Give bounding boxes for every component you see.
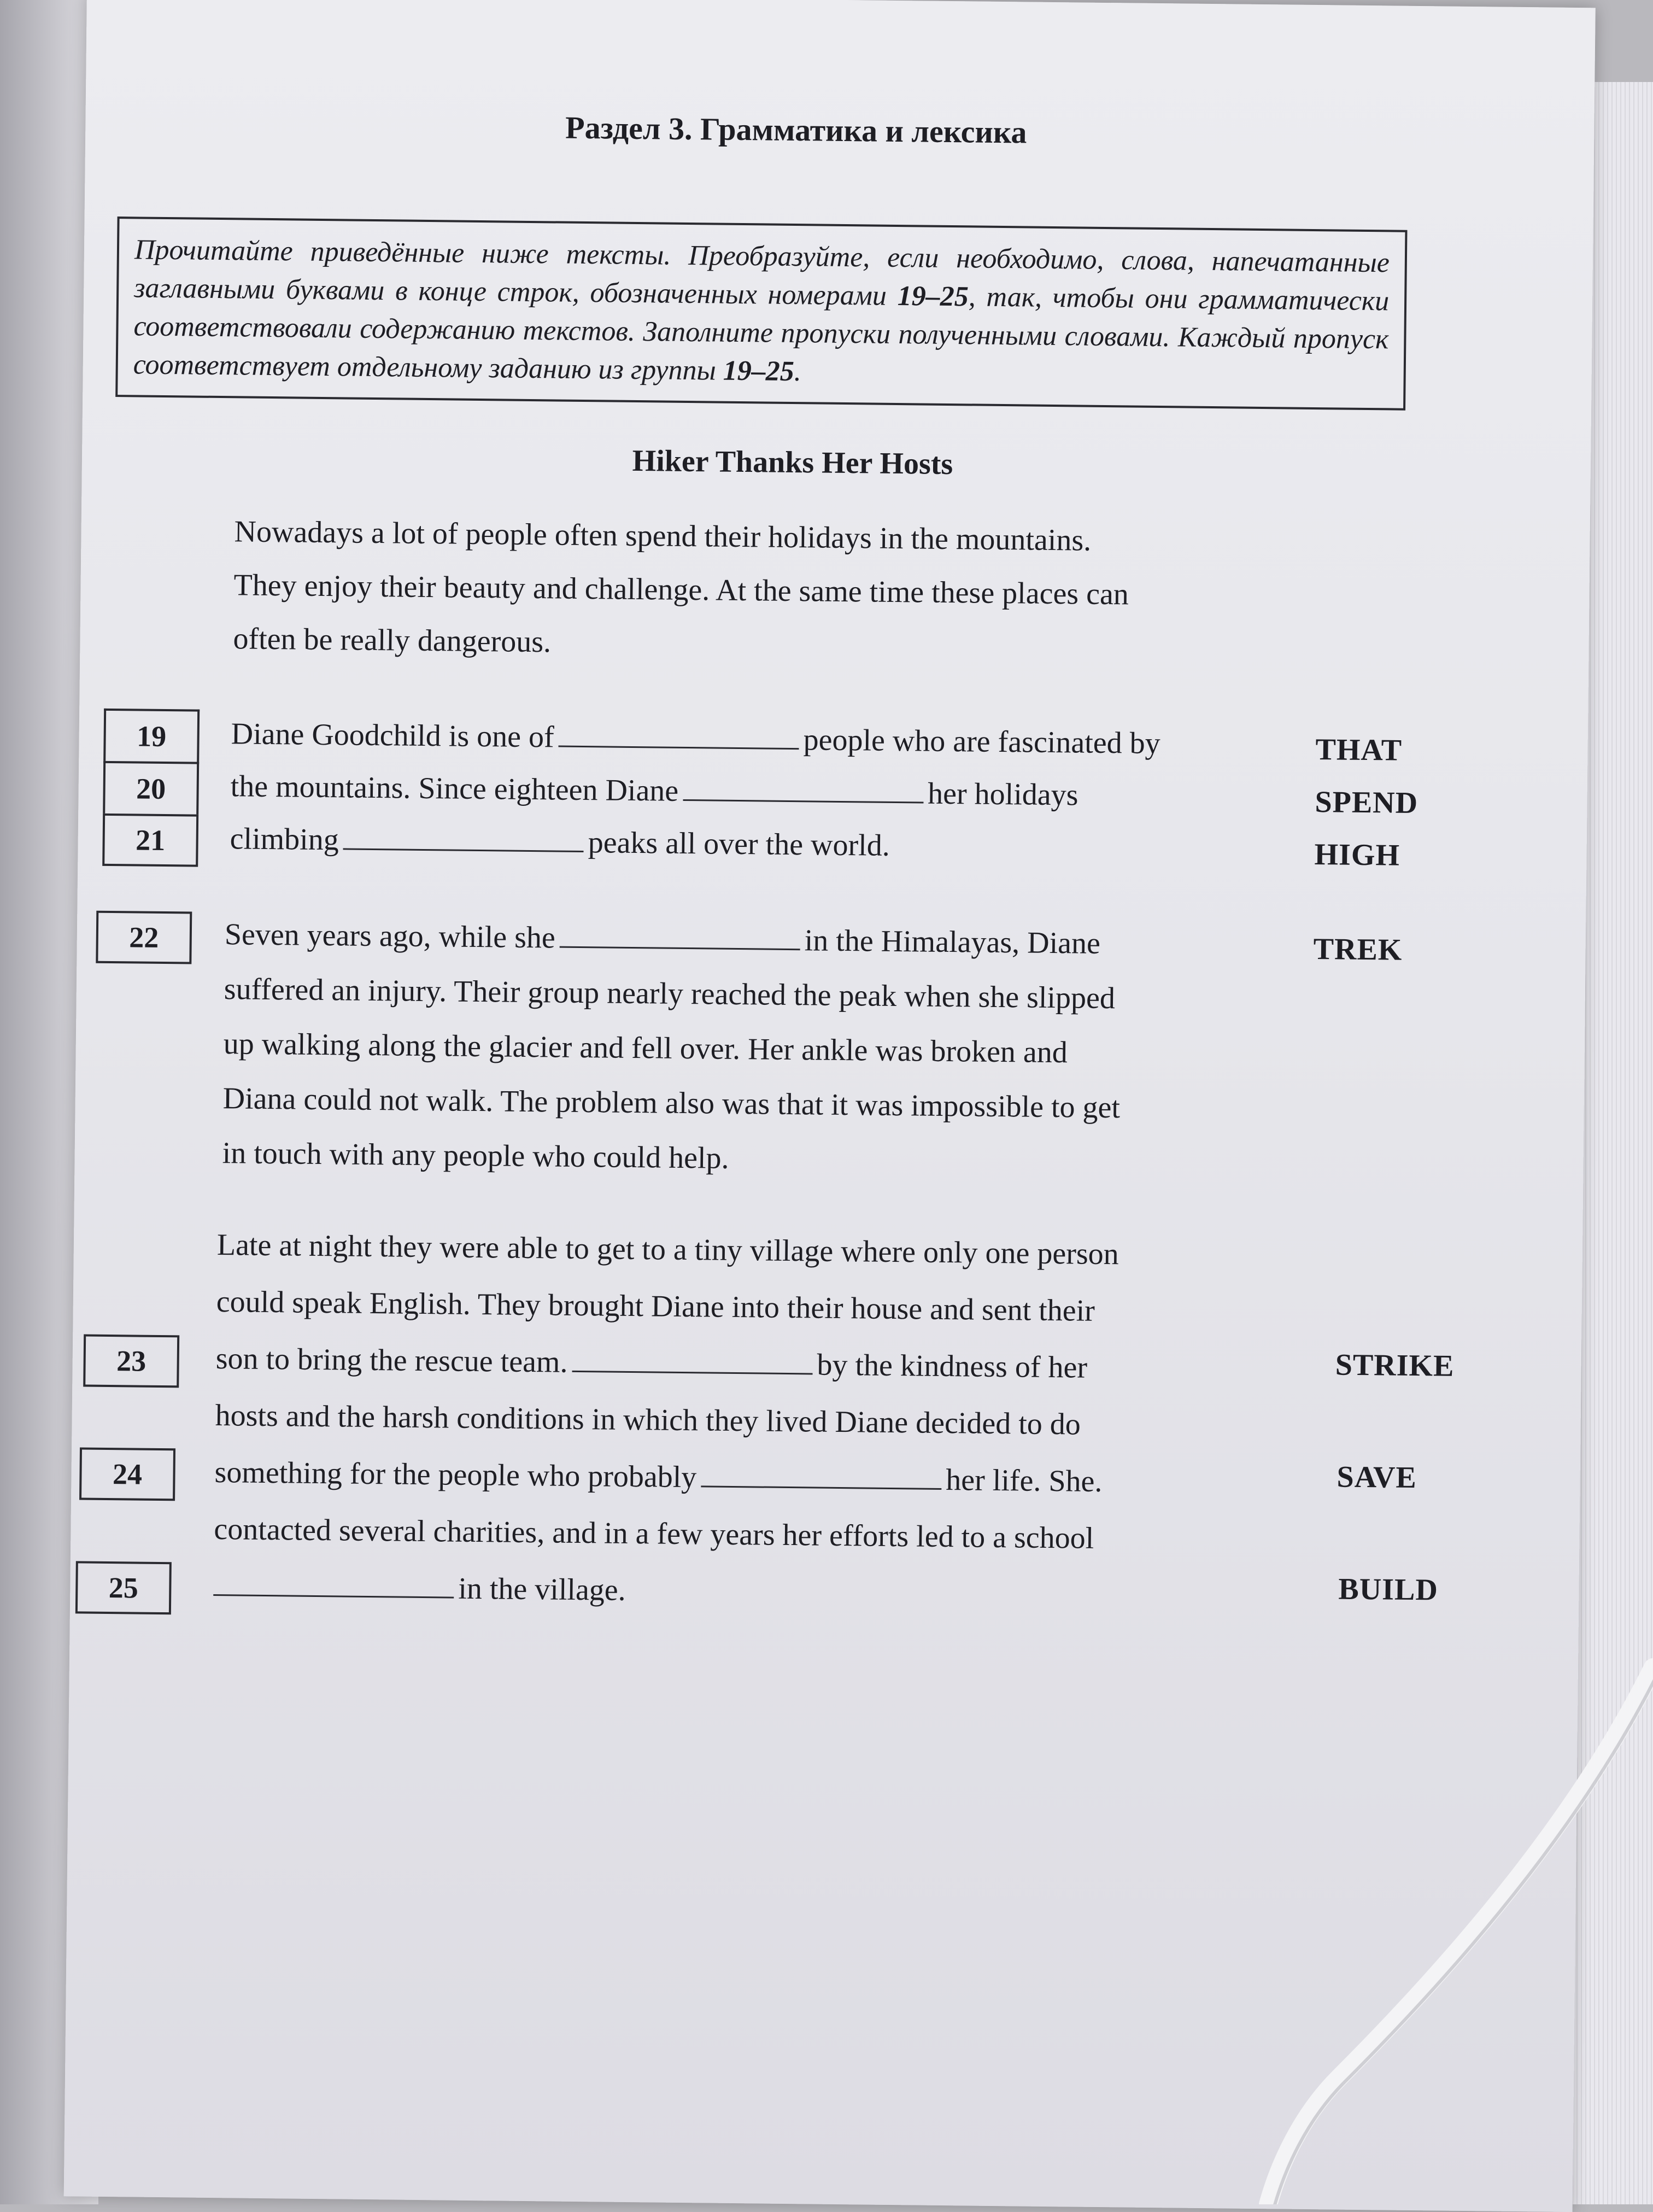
task-number-23: 23	[83, 1335, 179, 1388]
paragraph-23-line: could speak English. They brought Diane into their house and sent their	[216, 1285, 1095, 1328]
keyword-21: HIGH	[1314, 838, 1400, 873]
task-23-blank[interactable]	[572, 1343, 813, 1375]
keyword-25: BUILD	[1338, 1572, 1439, 1607]
task-23-after: by the kindness of her	[817, 1348, 1088, 1385]
instructions-range-2: 19–25	[723, 355, 795, 388]
task-number-group-19-21	[102, 709, 200, 867]
task-25-blank[interactable]	[213, 1567, 454, 1599]
instructions-range-1: 19–25	[897, 280, 969, 313]
paragraph-22	[222, 908, 1122, 1190]
paragraph-22-line: suffered an injury. Their group nearly reached the peak when she slipped	[224, 972, 1116, 1016]
task-21-after: peaks all over the world.	[588, 826, 890, 863]
task-24-before: something for the people who probably	[214, 1455, 697, 1495]
task-22-blank[interactable]	[560, 919, 801, 951]
task-20-line	[230, 759, 1160, 822]
intro-paragraph	[233, 505, 1129, 675]
paragraph-22-line: up walking along the glacier and fell over. Her ankle was broken and	[223, 1027, 1068, 1070]
task-20-before: the mountains. Since eighteen Diane	[230, 769, 679, 808]
task-22-line	[224, 908, 1122, 972]
task-number-21: 21	[102, 814, 198, 867]
task-24-after: her life. She.	[946, 1463, 1103, 1499]
task-25-after: in the village.	[458, 1571, 626, 1607]
instructions-text-3: .	[794, 356, 802, 388]
paragraph-22-line: in touch with any people who could help.	[222, 1136, 729, 1175]
paragraph-23-line: Late at night they were able to get to a tiny village where only one person	[216, 1228, 1119, 1272]
keyword-22: TREK	[1313, 932, 1403, 967]
task-19-after: people who are fascinated by	[803, 723, 1161, 761]
task-number-19: 19	[103, 709, 200, 762]
task-19-blank[interactable]	[558, 718, 799, 750]
intro-line: Nowadays a lot of people often spend their holidays in the mountains.	[234, 514, 1092, 558]
paragraph-23-line: hosts and the harsh conditions in which they lived Diane decided to do	[215, 1398, 1081, 1442]
task-20-blank[interactable]	[683, 772, 924, 804]
task-21-before: climbing	[230, 822, 339, 857]
task-22-after: in the Himalayas, Diane	[804, 923, 1101, 961]
keyword-20: SPEND	[1315, 785, 1418, 821]
paragraph-22-line: Diana could not walk. The problem also was that it was impossible to get	[222, 1081, 1121, 1125]
instructions-text-1: Прочитайте приведённые ниже тексты. Преобразуйте, если необходимо, слова, напечатанные заглавными буквами в конце строк, обозначенных номерами	[133, 234, 1390, 312]
paragraph-24-line: contacted several charities, and in a few years her efforts led to a school	[214, 1512, 1094, 1555]
task-number-20: 20	[103, 761, 199, 815]
task-19-line	[231, 707, 1160, 769]
task-22-before: Seven years ago, while she	[224, 917, 556, 955]
section-heading: Раздел 3. Грамматика и лексика	[565, 109, 1027, 150]
task-24-line	[214, 1446, 1117, 1512]
task-24-blank[interactable]	[701, 1458, 942, 1490]
task-21-line	[230, 812, 1159, 874]
paragraph-19-21	[230, 707, 1160, 874]
intro-line: They enjoy their beauty and challenge. At the same time these places can	[233, 568, 1129, 612]
task-20-after: her holidays	[927, 776, 1078, 812]
task-23-line	[215, 1332, 1118, 1398]
text-title: Hiker Thanks Her Hosts	[632, 443, 953, 482]
task-number-24: 24	[79, 1447, 175, 1501]
instructions-box	[115, 216, 1407, 411]
task-25-line	[213, 1559, 1116, 1625]
workbook-page	[64, 0, 1596, 2212]
task-21-blank[interactable]	[343, 821, 584, 852]
task-number-25: 25	[75, 1561, 172, 1614]
task-19-before: Diane Goodchild is one of	[231, 717, 555, 754]
intro-line: often be really dangerous.	[233, 622, 552, 659]
paragraph-23-25	[213, 1218, 1119, 1625]
keyword-19: THAT	[1315, 733, 1403, 768]
keyword-24: SAVE	[1337, 1460, 1417, 1495]
keyword-23: STRIKE	[1335, 1348, 1455, 1383]
task-number-22: 22	[96, 911, 192, 964]
task-23-before: son to bring the rescue team.	[215, 1342, 568, 1379]
instructions-text-2: , так, чтобы они грамматически соответствовали содержанию текстов. Заполните пропуски полученными словами. Каждый пропуск соответствует отдельному заданию из группы	[133, 281, 1390, 387]
